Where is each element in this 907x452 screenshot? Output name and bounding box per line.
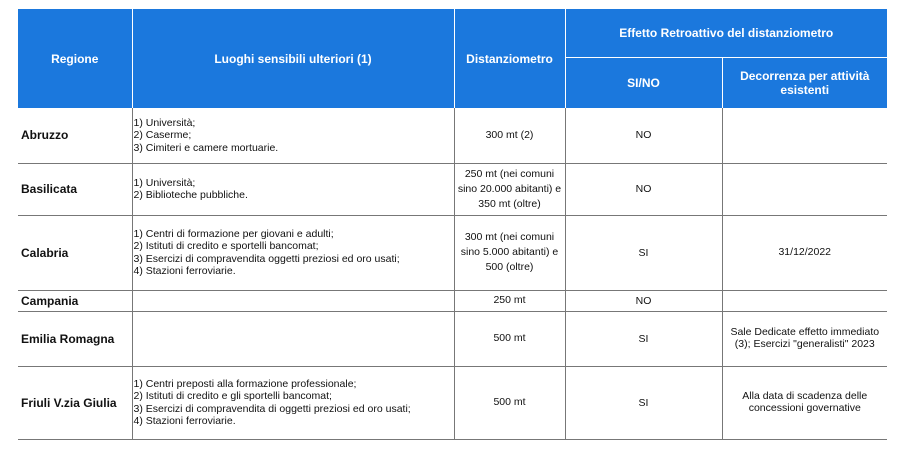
region-name: Calabria	[18, 215, 132, 290]
table-row	[18, 366, 887, 439]
places-list	[134, 378, 454, 428]
table-row	[18, 215, 887, 290]
places-cell	[132, 290, 454, 311]
distance-cell: 250 mt	[454, 290, 565, 311]
places-cell	[132, 311, 454, 366]
header-distanziometro: Distanziometro	[454, 9, 565, 108]
header-regione: Regione	[18, 9, 132, 108]
place-item: 3) Esercizi di compravendita di oggetti preziosi ed oro usati;	[133, 402, 411, 415]
header-decorrenza: Decorrenza per attività esistenti	[722, 57, 887, 108]
retroactive-flag: SI	[565, 215, 722, 290]
region-name: Abruzzo	[18, 108, 132, 163]
places-cell	[132, 163, 454, 215]
places-list	[134, 228, 454, 278]
places-cell	[132, 215, 454, 290]
place-item: 1) Università;	[133, 116, 196, 129]
places-list	[134, 117, 454, 155]
place-item: 2) Istituti di credito e gli sportelli bancomat;	[133, 390, 332, 402]
table-row	[18, 290, 887, 311]
place-item: 2) Istituti di credito e sportelli bancomat;	[133, 240, 319, 252]
table-row	[18, 108, 887, 163]
retroactive-flag: NO	[565, 108, 722, 163]
retroactive-flag: SI	[565, 366, 722, 439]
table-row	[18, 163, 887, 215]
decorrenza-cell	[722, 163, 887, 215]
header-effetto-retroattivo: Effetto Retroattivo del distanziometro	[565, 9, 887, 57]
decorrenza-cell: Sale Dedicate effetto immediato (3); Esercizi "generalisti" 2023	[722, 311, 887, 366]
region-name: Emilia Romagna	[18, 311, 132, 366]
retroactive-flag: SI	[565, 311, 722, 366]
decorrenza-cell	[722, 290, 887, 311]
retroactive-flag: NO	[565, 163, 722, 215]
place-item: 2) Biblioteche pubbliche.	[133, 189, 248, 201]
header-si-no: SI/NO	[565, 57, 722, 108]
place-item: 2) Caserme;	[133, 129, 192, 141]
distance-cell: 500 mt	[454, 311, 565, 366]
distance-cell: 250 mt (nei comuni sino 20.000 abitanti) e 350 mt (oltre)	[454, 163, 565, 215]
regional-distance-table	[18, 9, 887, 440]
retroactive-flag: NO	[565, 290, 722, 311]
place-item: 4) Stazioni ferroviarie.	[133, 265, 236, 277]
decorrenza-cell	[722, 108, 887, 163]
distance-cell: 300 mt (nei comuni sino 5.000 abitanti) e 500 (oltre)	[454, 215, 565, 290]
place-item: 3) Esercizi di compravendita oggetti preziosi ed oro usati;	[133, 252, 400, 265]
region-name: Basilicata	[18, 163, 132, 215]
places-cell	[132, 108, 454, 163]
place-item: 1) Centri di formazione per giovani e adulti;	[133, 227, 334, 240]
decorrenza-cell: 31/12/2022	[722, 215, 887, 290]
place-item: 1) Centri preposti alla formazione professionale;	[133, 377, 357, 390]
distance-cell: 500 mt	[454, 366, 565, 439]
place-item: 1) Università;	[133, 176, 196, 189]
place-item: 4) Stazioni ferroviarie.	[133, 415, 236, 427]
region-name: Campania	[18, 290, 132, 311]
places-cell	[132, 366, 454, 439]
header-luoghi: Luoghi sensibili ulteriori (1)	[132, 9, 454, 108]
place-item: 3) Cimiteri e camere mortuarie.	[133, 141, 279, 154]
decorrenza-cell: Alla data di scadenza delle concessioni governative	[722, 366, 887, 439]
distance-cell: 300 mt (2)	[454, 108, 565, 163]
table-row	[18, 311, 887, 366]
region-name: Friuli V.zia Giulia	[18, 366, 132, 439]
places-list	[134, 177, 454, 202]
